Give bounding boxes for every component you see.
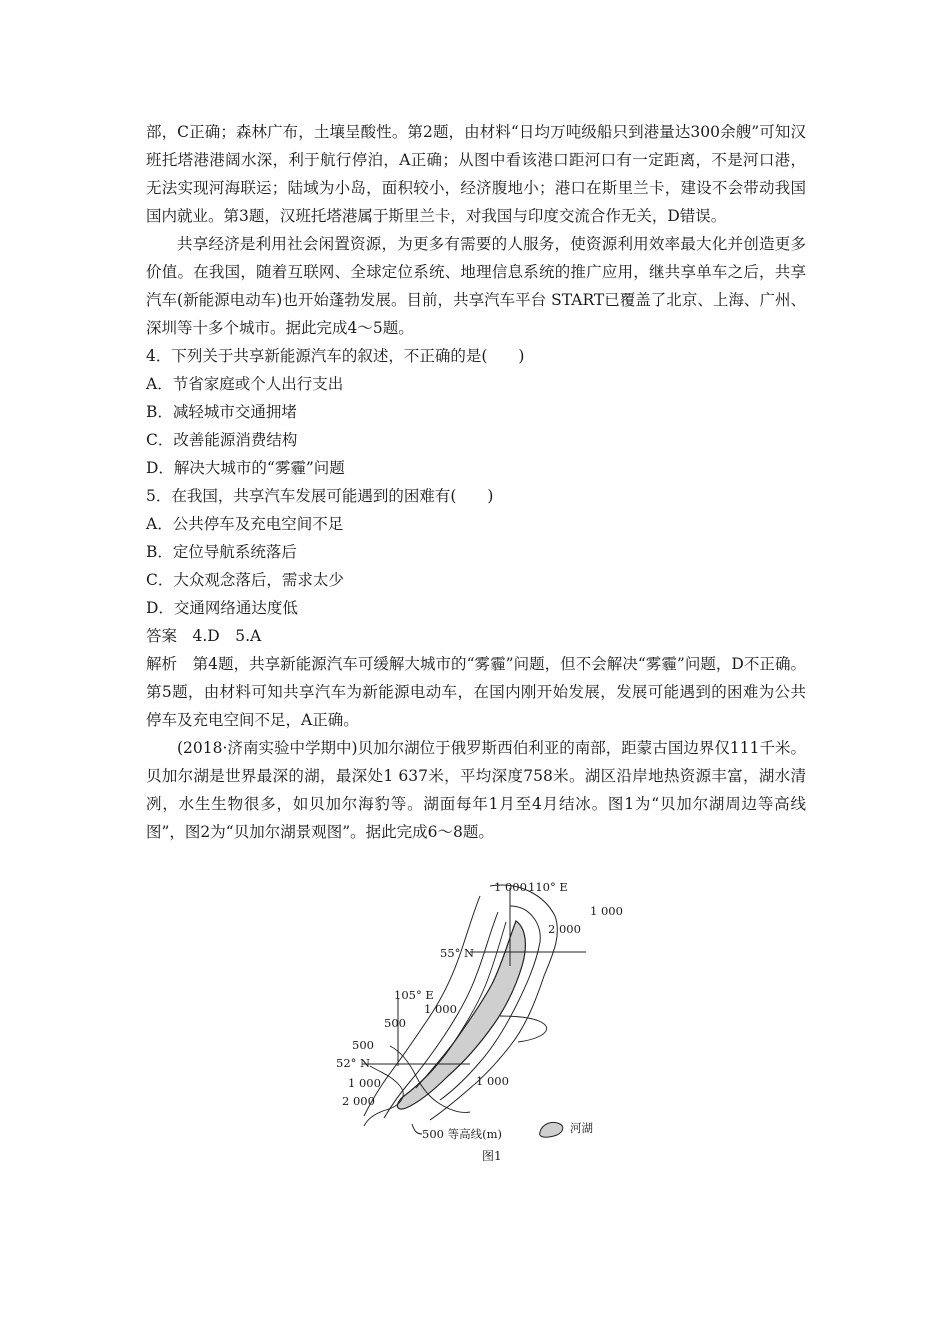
legend-contour-swatch [412,1124,422,1134]
paragraph-baikal: (2018·济南实验中学期中)贝加尔湖位于俄罗斯西伯利亚的南部，距蒙古国边界仅111千米。贝加尔湖是世界最深的湖，最深处1 637米，平均深度758米。湖区沿岸地热资源丰富，湖水清冽，水生生物很多，如贝加尔海豹等。湖面每年1月至4月结冰。图1为“贝加尔湖周边等高线图”，图2为“贝加尔湖景观图”。据此完成6～8题。 [146,739,806,841]
label-105e: 105° E [394,988,434,1002]
question-4-option-d: D．解决大城市的“雾霾”问题 [146,459,345,477]
figure-caption: 图1 [482,1149,502,1163]
label-1000-left: 1 000 [348,1076,381,1090]
label-110e: 110° E [528,880,568,894]
legend-lake-swatch [540,1122,563,1137]
contour-east-spur [500,1016,547,1042]
label-1000-mid: 1 000 [424,1002,457,1016]
label-1000-top: 1 000 [494,880,527,894]
question-5-option-c: C．大众观念落后，需求太少 [146,571,344,589]
document-body [146,118,806,846]
label-2000-left: 2 000 [342,1094,375,1108]
question-5-option-d: D．交通网络通达度低 [146,599,298,617]
label-500-b: 500 [352,1038,374,1052]
answer-line: 答案 4.D 5.A [146,627,262,645]
question-4-option-b: B．减轻城市交通拥堵 [146,403,297,421]
question-4: 4．下列关于共享新能源汽车的叙述，不正确的是( ) [146,347,525,365]
question-4-option-c: C．改善能源消费结构 [146,431,298,449]
label-52n: 52° N [336,1056,371,1070]
paragraph-shared-economy: 共享经济是利用社会闲置资源，为更多有需要的人服务，使资源利用效率最大化并创造更多价值。在我国，随着互联网、全球定位系统、地理信息系统的推广应用，继共享单车之后，共享汽车(新能源电动车)也开始蓬勃发展。目前，共享汽车平台 START已覆盖了北京、上海、广州、深圳等十多个城市。据此完成4～5题。 [146,235,806,337]
label-55n: 55° N [440,946,475,960]
label-1000-right: 1 000 [590,904,623,918]
question-5-option-a: A．公共停车及充电空间不足 [146,515,344,533]
question-4-option-a: A．节省家庭或个人出行支出 [146,375,344,393]
label-2000-right: 2 000 [548,922,581,936]
baikal-contour-map [330,876,630,1166]
question-5-option-b: B．定位导航系统落后 [146,543,297,561]
legend-lake-label: 河湖 [570,1121,593,1135]
paragraph-answer-analysis-continued: 部，C正确；森林广布，土壤呈酸性。第2题，由材料“日均万吨级船只到港量达300余艘”可知汉班托塔港港阔水深，利于航行停泊，A正确；从图中看该港口距河口有一定距离，不是河口港，无法实现河海联运；陆域为小岛，面积较小，经济腹地小；港口在斯里兰卡，建设不会带动我国国内就业。第3题，汉班托塔港属于斯里兰卡，对我国与印度交流合作无关，D错误。 [146,123,806,225]
contour-map-drawing [330,876,630,1146]
label-1000-bottom: 1 000 [476,1074,509,1088]
question-5: 5．在我国，共享汽车发展可能遇到的困难有( ) [146,487,494,505]
analysis-paragraph: 解析 第4题，共享新能源汽车可缓解大城市的“雾霾”问题，但不会解决“雾霾”问题，D不正确。第5题，由材料可知共享汽车为新能源电动车，在国内刚开始发展，发展可能遇到的困难为公共停车及充电空间不足，A正确。 [146,655,806,729]
legend-contour-label: 500 等高线(m) [422,1127,502,1141]
label-500-a: 500 [384,1016,406,1030]
